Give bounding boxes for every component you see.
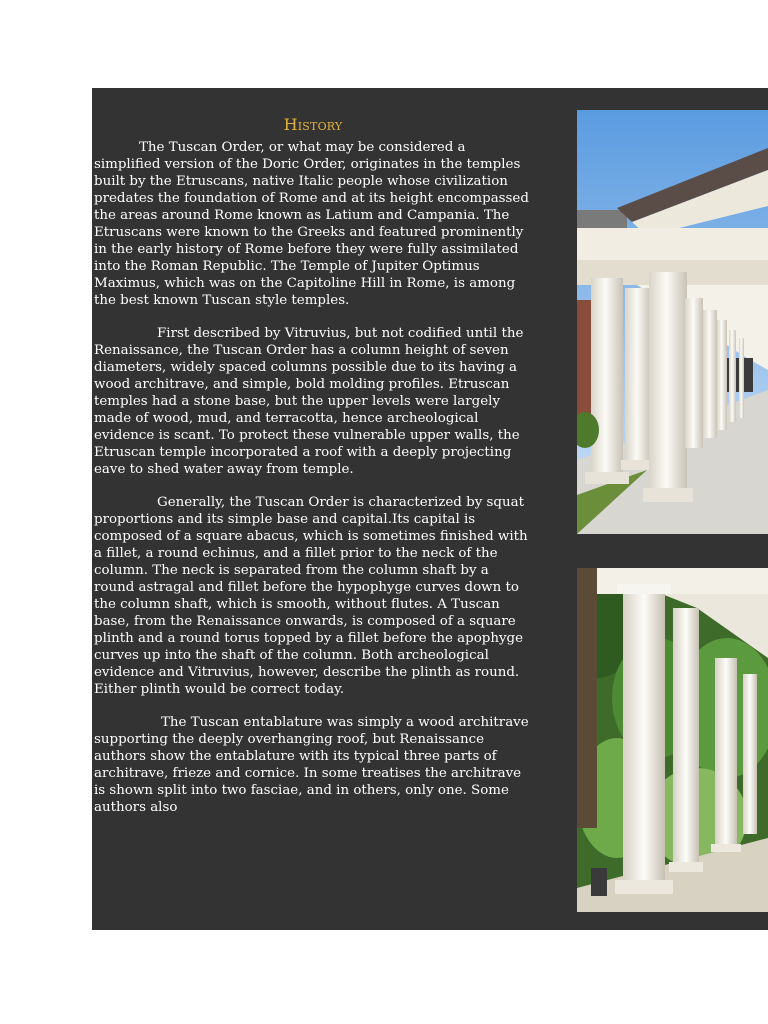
paragraph-characteristics: Generally, the Tuscan Order is characterized by squat proportions and its simple base and capital.Its capital is composed of a square abacus, which is sometimes finished with a fillet, a round echinus, and a fillet prior to the neck of the column. The neck is separated from the column shaft by a round astragal and fillet before the hypophyge curves down to the column shaft, which is smooth, without flutes. A Tuscan base, from the Renaissance onwards, is composed of a square plinth and a round torus topped by a fillet before the apophyge curves up into the shaft of the column. Both archeological evidence and Vitruvius, however, describe the plinth as round. Either plinth would be correct today. <box>94 495 528 697</box>
paragraph-entablature: The Tuscan entablature was simply a wood architrave supporting the deeply overhanging roof, but Renaissance authors show the entablature with its typical three parts of architrave, frieze and cornice. In some treatises the architrave is shown split into two fasciae, and in others, only one. Some authors also <box>94 715 529 815</box>
document-panel <box>92 88 768 930</box>
colonnade-photo <box>577 110 768 534</box>
paragraph-vitruvius: First described by Vitruvius, but not codified until the Renaissance, the Tuscan Order has a column height of seven diameters, widely spaced columns possible due to its having a wood architrave, and simple, bold molding profiles. Etruscan temples had a stone base, but the upper levels were largely made of wood, mud, and terracotta, hence archeological evidence is scant. To protect these vulnerable upper walls, the Etruscan temple incorporated a roof with a deeply projecting eave to shed water away from temple. <box>94 326 524 477</box>
paragraph-origins: The Tuscan Order, or what may be considered a simplified version of the Doric Order, originates in the temples built by the Etruscans, native Italic people whose civilization predates the foundation of Rome and at its height encompassed the areas around Rome known as Latium and Campania. The Etruscans were known to the Greeks and featured prominently in the early history of Rome before they were fully assimilated into the Roman Republic. The Temple of Jupiter Optimus Maximus, which was on the Capitoline Hill in Rome, is among the best known Tuscan style temples. <box>94 140 529 308</box>
porch-columns-photo <box>577 568 768 912</box>
section-heading: History <box>283 115 343 134</box>
text-column <box>94 88 532 832</box>
